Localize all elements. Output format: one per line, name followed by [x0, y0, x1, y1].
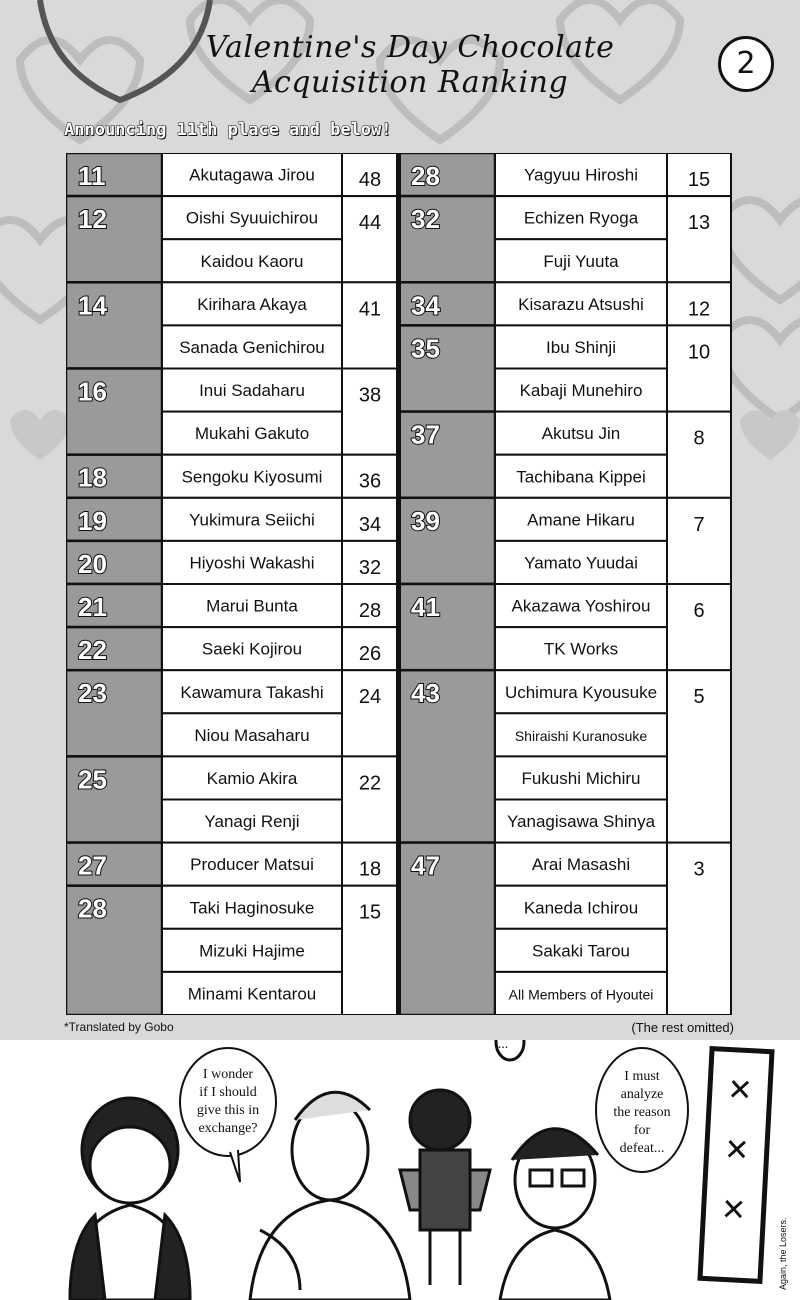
- chocolate-count: 18: [358, 858, 382, 881]
- player-name: Kawamura Takashi: [180, 682, 324, 702]
- count-cell: [667, 584, 731, 670]
- player-name: Akutagawa Jirou: [189, 165, 315, 185]
- player-name: Taki Haginosuke: [189, 898, 315, 918]
- ranking-group: [399, 153, 731, 196]
- bubble-right-line: analyze: [620, 1087, 664, 1102]
- player-name: All Members of Hyoutei: [508, 986, 654, 1003]
- stamp-caption: Again, the Losers.: [778, 1217, 788, 1290]
- player-name: Kaneda Ichirou: [523, 898, 639, 918]
- rank-label: 32: [411, 204, 440, 235]
- ranking-group: [66, 196, 398, 282]
- player-name: Sakaki Tarou: [532, 941, 630, 961]
- rank-label: 34: [411, 290, 440, 321]
- rank-label: 39: [411, 505, 440, 536]
- chocolate-count: 15: [687, 169, 711, 191]
- player-name: Akutsu Jin: [541, 424, 621, 444]
- ranking-group: [399, 325, 731, 411]
- player-name: Kisarazu Atsushi: [518, 294, 644, 314]
- chocolate-count: 32: [358, 556, 382, 579]
- ranking-group: [399, 412, 731, 498]
- chocolate-count: 8: [693, 427, 705, 450]
- page-number-badge: 2: [718, 36, 774, 92]
- bubble-ellipsis: ...: [497, 1040, 509, 1052]
- player-name: Akazawa Yoshirou: [511, 596, 651, 616]
- ranking-group: [66, 670, 398, 756]
- player-name: Sengoku Kiyosumi: [181, 467, 323, 487]
- rank-label: 23: [78, 678, 107, 709]
- count-cell: [342, 369, 398, 455]
- ranking-group: [399, 282, 731, 325]
- player-name: Arai Masashi: [531, 855, 631, 875]
- chocolate-count: 15: [358, 901, 382, 924]
- player-name: Yukimura Seiichi: [189, 510, 315, 530]
- player-name: Mizuki Hajime: [199, 941, 305, 961]
- rank-label: 12: [78, 204, 107, 235]
- player-name: Marui Bunta: [206, 596, 298, 616]
- rank-label: 28: [78, 893, 107, 924]
- player-name: Fuji Yuuta: [543, 251, 619, 271]
- ranking-group: [399, 196, 731, 282]
- player-name: Yanagisawa Shinya: [506, 812, 656, 832]
- player-name: Hiyoshi Wakashi: [189, 553, 315, 573]
- player-name: Echizen Ryoga: [523, 208, 639, 228]
- count-cell: [342, 670, 398, 756]
- rank-label: 27: [78, 850, 107, 881]
- rank-label: 28: [411, 161, 440, 191]
- player-name: Oishi Syuuichirou: [185, 208, 319, 228]
- ranking-group: [399, 584, 731, 670]
- chocolate-count: 7: [693, 513, 705, 536]
- rank-label: 22: [78, 635, 107, 666]
- ranking-group: [399, 498, 731, 584]
- chocolate-count: 24: [358, 686, 382, 709]
- player-name: Yagyuu Hiroshi: [523, 165, 639, 185]
- rank-label: 41: [411, 592, 440, 622]
- ranking-group: [66, 584, 398, 627]
- page-title: Valentine's Day Chocolate Acquisition Ranking: [205, 30, 615, 100]
- ranking-group: [66, 886, 398, 1015]
- player-name: Yanagi Renji: [204, 812, 300, 832]
- chocolate-count: 12: [687, 298, 711, 321]
- player-name: Tachibana Kippei: [516, 467, 646, 487]
- bubble-right-line: defeat...: [619, 1141, 665, 1156]
- rank-label: 21: [78, 592, 107, 622]
- rank-label: 19: [78, 505, 107, 536]
- rank-label: 43: [411, 678, 440, 709]
- ranking-group: [66, 843, 398, 886]
- chocolate-count: 44: [358, 212, 382, 235]
- svg-text:✕: ✕: [723, 1132, 751, 1169]
- count-cell: [667, 412, 731, 498]
- translator-credit: *Translated by Gobo: [64, 1020, 174, 1034]
- ranking-table-svg: [66, 153, 732, 1015]
- ranking-group: [66, 627, 398, 670]
- bubble-left-line: if I should: [199, 1085, 257, 1100]
- speech-bubble-right: [596, 1048, 688, 1172]
- player-name: Producer Matsui: [190, 855, 314, 875]
- bubble-left-line: give this in: [196, 1103, 260, 1118]
- bubble-left-line: exchange?: [198, 1121, 258, 1136]
- characters-illustration: [0, 1040, 800, 1300]
- ranking-group: [66, 369, 398, 455]
- chocolate-count: 26: [358, 643, 382, 666]
- chocolate-count: 6: [693, 600, 705, 622]
- chocolate-count: 34: [358, 513, 382, 536]
- rank-label: 16: [78, 376, 107, 407]
- ranking-subtitle: Announcing 11th place and below!: [64, 120, 392, 140]
- count-cell: [342, 756, 398, 842]
- rank-label: 14: [78, 290, 107, 321]
- ranking-group: [399, 843, 731, 1015]
- count-cell: [667, 498, 731, 584]
- chocolate-count: 28: [358, 600, 382, 622]
- chocolate-count: 36: [358, 470, 382, 493]
- svg-text:✕: ✕: [720, 1192, 748, 1229]
- rank-label: 18: [78, 462, 107, 493]
- rank-label: 47: [411, 850, 440, 881]
- player-name: Amane Hikaru: [527, 510, 635, 530]
- ranking-group: [66, 541, 398, 584]
- player-name: Kaidou Kaoru: [200, 251, 304, 271]
- ranking-group: [66, 455, 398, 498]
- chocolate-count: 41: [358, 298, 382, 321]
- ranking-group: [66, 153, 398, 196]
- chocolate-count: 38: [358, 384, 382, 407]
- player-name: Yamato Yuudai: [524, 553, 638, 573]
- bubble-left-line: I wonder: [202, 1067, 254, 1082]
- rank-label: 37: [411, 419, 440, 450]
- player-name: Fukushi Michiru: [521, 768, 641, 788]
- rank-label: 11: [78, 161, 106, 191]
- chocolate-count: 22: [358, 772, 382, 795]
- player-name: Kirihara Akaya: [197, 294, 307, 314]
- player-name: Kabaji Munehiro: [519, 381, 643, 401]
- ranking-group: [66, 498, 398, 541]
- chocolate-count: 48: [358, 169, 382, 191]
- chocolate-count: 5: [693, 686, 705, 709]
- player-name: Kamio Akira: [206, 768, 298, 788]
- rank-label: 25: [78, 764, 107, 795]
- player-name: Sanada Genichirou: [179, 337, 325, 357]
- omitted-note: (The rest omitted): [631, 1020, 734, 1035]
- ranking-group: [399, 670, 731, 842]
- player-name: Mukahi Gakuto: [194, 424, 310, 444]
- ranking-group: [66, 282, 398, 368]
- chocolate-count: 13: [687, 212, 711, 235]
- bubble-right-line: for: [633, 1123, 651, 1138]
- bubble-right-line: I must: [624, 1069, 660, 1084]
- count-cell: [667, 196, 731, 282]
- rank-label: 20: [78, 548, 107, 579]
- player-name: Uchimura Kyousuke: [504, 682, 658, 702]
- count-cell: [342, 196, 398, 282]
- count-cell: [342, 282, 398, 368]
- chocolate-count: 10: [687, 341, 711, 364]
- player-name: Ibu Shinji: [546, 337, 616, 357]
- player-name: TK Works: [543, 639, 619, 659]
- ranking-table: [66, 153, 732, 1019]
- rank-label: 35: [411, 333, 440, 364]
- bubble-right-line: the reason: [613, 1105, 671, 1120]
- ranking-group: [66, 756, 398, 842]
- player-name: Inui Sadaharu: [199, 381, 305, 401]
- svg-text:✕: ✕: [726, 1072, 754, 1109]
- player-name: Shiraishi Kuranosuke: [514, 727, 648, 744]
- chocolate-count: 3: [693, 858, 705, 881]
- count-cell: [667, 325, 731, 411]
- player-name: Niou Masaharu: [194, 725, 310, 745]
- player-name: Minami Kentarou: [187, 984, 317, 1004]
- player-name: Saeki Kojirou: [201, 639, 303, 659]
